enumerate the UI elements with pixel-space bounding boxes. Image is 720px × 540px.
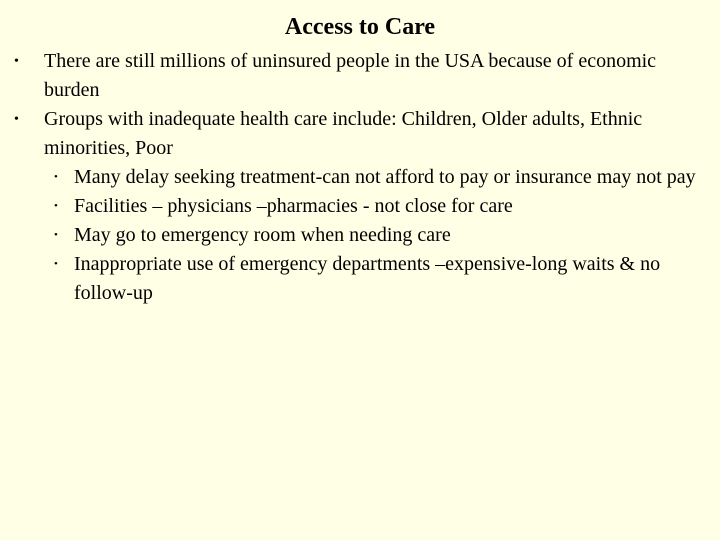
bullet-text: There are still millions of uninsured people in the USA because of economic burden — [44, 50, 657, 101]
bullet-marker: • — [14, 54, 19, 69]
bullet-item — [14, 47, 714, 105]
sub-bullet-text: Facilities – physicians –pharmacies - not close for care — [74, 195, 513, 217]
sub-bullet-marker: • — [54, 200, 58, 212]
bullet-item — [14, 105, 714, 163]
bullet-text: Groups with inadequate health care include: Children, Older adults, Ethnic minorities, Poor — [44, 108, 643, 159]
bullet-marker: • — [14, 112, 19, 127]
bullet-list — [14, 47, 714, 308]
sub-bullet-marker: • — [54, 258, 58, 270]
sub-bullet-item — [14, 250, 714, 308]
sub-bullet-text: Many delay seeking treatment-can not afford to pay or insurance may not pay — [74, 166, 696, 188]
sub-bullet-item — [14, 221, 714, 250]
sub-bullet-item — [14, 163, 714, 192]
sub-bullet-marker: • — [54, 171, 58, 183]
sub-bullet-text: Inappropriate use of emergency departments –expensive-long waits & no follow-up — [74, 253, 661, 304]
sub-bullet-item — [14, 192, 714, 221]
slide-title: Access to Care — [284, 14, 436, 40]
sub-bullet-text: May go to emergency room when needing care — [74, 224, 451, 246]
sub-bullet-marker: • — [54, 229, 58, 241]
